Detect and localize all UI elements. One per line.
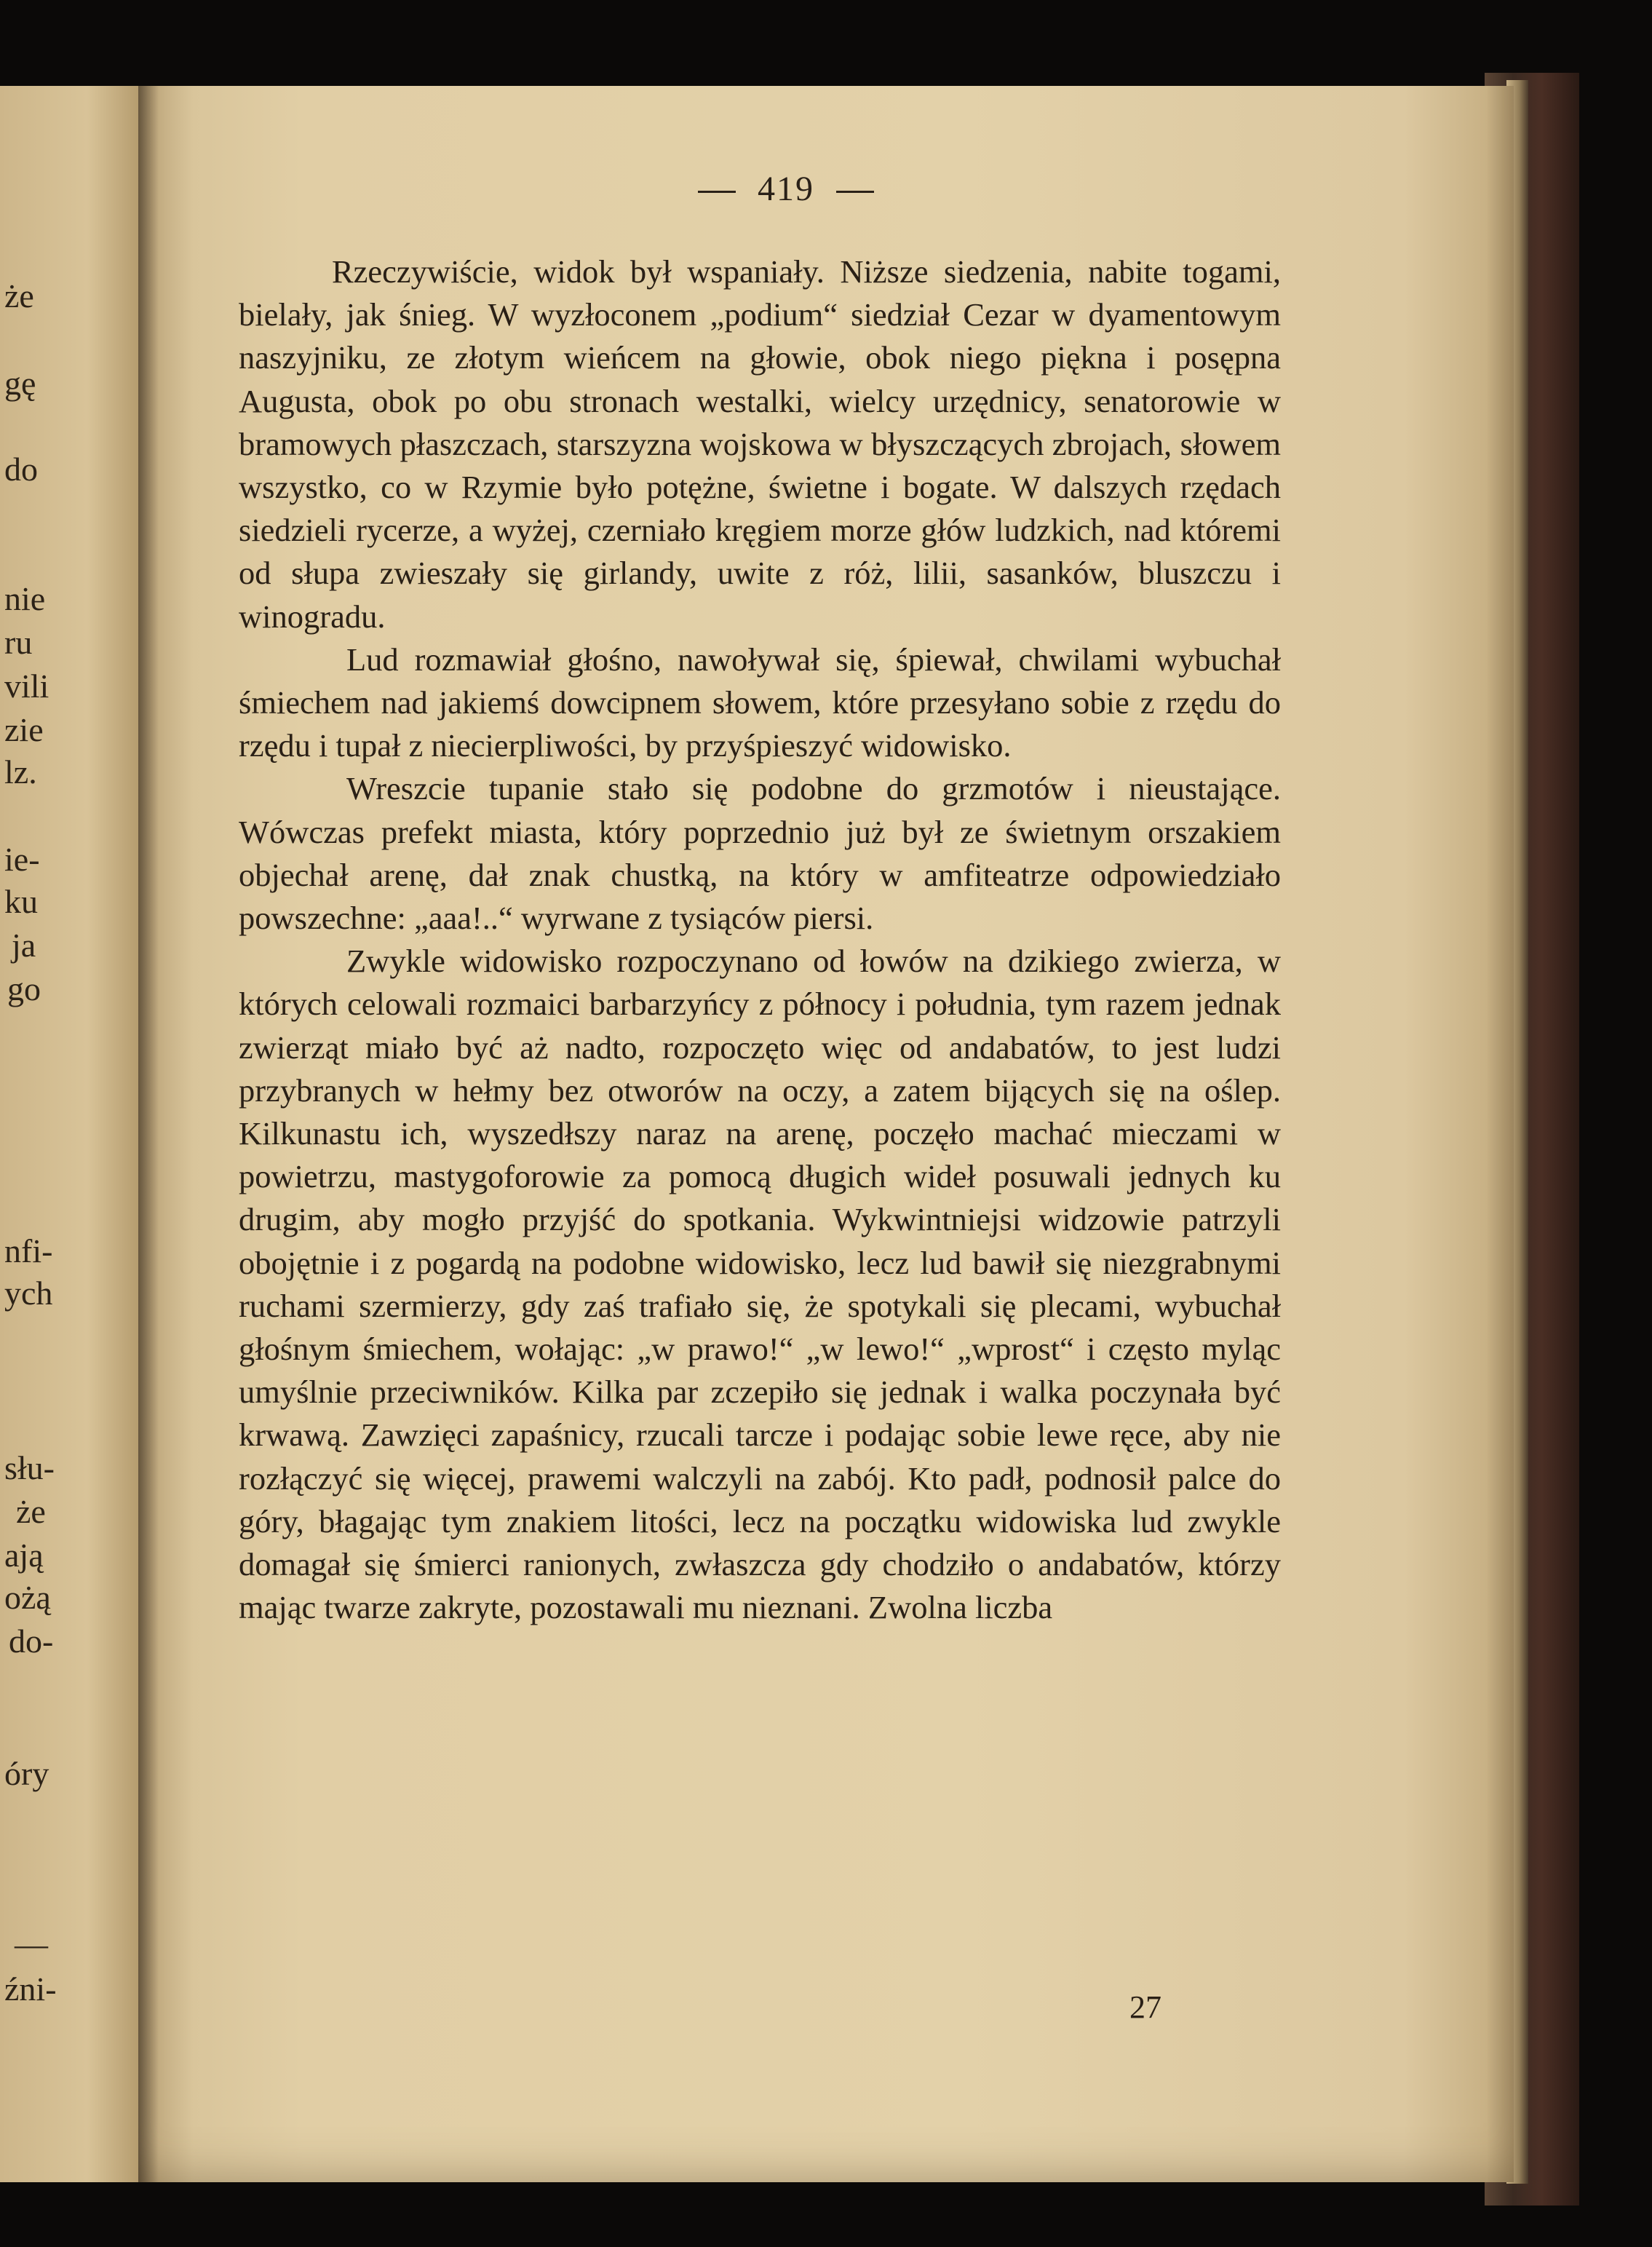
signature-mark: 27 [1129,1989,1161,2025]
gutter-shadow [138,86,159,2182]
left-page-fragment: ja [12,927,36,964]
left-page-fragment: zie [4,711,44,748]
left-page-fragment: go [7,970,41,1007]
left-page-fragment: lz. [4,753,37,790]
paragraph [239,250,1281,638]
paragraph-text: Rzeczywiście, widok był wspaniały. Niższe siedzenia, nabite togami, bielały, jak śnieg. W wyzłoconem „podium“ siedział Cezar w dyamentowym naszyjniku, ze złotym wieńcem na głowie, obok niego piękna i posępna Augusta, obok po obu stronach westalki, wielcy urzędnicy, senatorowie w bramowych płaszczach, starszyzna wojskowa w błyszczących zbrojach, słowem wszystko, co w Rzymie było potężne, świetne i bogate. W dalszych rzędach siedzieli rycerze, a wyżej, czerniało kręgiem morze głów ludzkich, nad któremi od słupa zwieszały się girlandy, uwite z róż, lilii, sasanków, bluszczu i winogradu. [239,253,1281,635]
left-page-fragment: ych [4,1275,53,1312]
left-page-fragment: gę [4,365,36,402]
header-dash-right [836,191,874,193]
paragraph-text: Zwykle widowisko rozpoczynano od łowów na dzikiego zwierza, w których celowali rozmaici barbarzyńcy z północy i południa, tym razem jednak zwierząt miało być aż nadto, rozpoczęto więc od andabatów, to jest ludzi przybranych w hełmy bez otworów na oczy, a zatem bijących się na oślep. Kilkunastu ich, wyszedłszy naraz na arenę, poczęło machać mieczami w powietrzu, mastygoforowie za pomocą długich wideł posuwali jednych ku drugim, aby mogło przyjść do spotkania. Wykwintniejsi widzowie patrzyli obojętnie i z pogardą na podobne widowisko, lecz lud bawił się niezgrabnymi ruchami szermierzy, gdy zaś trafiało się, że spotykali się plecami, wybuchał głośnym śmiechem, wołając: „w prawo!“ „w lewo!“ „wprost“ i często myląc umyślnie przeciwników. Kilka par zczepiło się jednak i walka poczynała być krwawą. Zawzięci zapaśnicy, rzucali tarcze i podając sobie lewe ręce, aby nie rozłączyć się więcej, prawemi walczyli na zabój. Kto padł, podnosił palce do góry, błagając tym znakiem litości, lecz na początku widowiska lud zwykle domagał się śmierci ranionych, zwłaszcza gdy chodziło o andabatów, którzy mając twarze zakryte, pozostawali mu nieznani. Zwolna liczba [239,943,1281,1626]
paragraph [239,940,1281,1629]
left-page-fragment: że [16,1493,46,1530]
left-page-fragment: że [4,277,34,314]
paragraph [239,767,1281,940]
left-page-fragment: nfi- [4,1232,53,1269]
left-page-fragment: óry [4,1755,49,1792]
left-page-fragment: źni- [4,1970,57,2008]
page-number: 419 [758,170,814,208]
body-text [239,250,1281,1630]
left-page-fragment: ożą [4,1579,51,1616]
left-page-fragment: nie [4,580,46,617]
left-page-fragment: ie- [4,841,40,878]
left-page-fragment: do [4,451,38,488]
paragraph-text: Wreszcie tupanie stało się podobne do grzmotów i nieustające. Wówczas prefekt miasta, który poprzednio już był ze świetnym orszakiem objechał arenę, dał znak chustką, na który w amfiteatrze odpowiedziało powszechne: „aaa!..“ wyrwane z tysiąców piersi. [239,770,1281,937]
left-page-fragment: ru [4,624,33,661]
left-page-fragment: ku [4,883,38,920]
paragraph-text: Lud rozmawiał głośno, nawoływał się, śpiewał, chwilami wybuchał śmiechem nad jakiemś dowcipnem słowem, które przesyłano sobie z rzędu do rzędu i tupał z niecierpliwości, by przyśpieszyć widowisko. [239,641,1281,764]
previous-page-edge [0,86,159,2182]
left-page-fragment: ają [4,1537,44,1574]
header-dash-left [698,191,736,193]
paragraph [239,638,1281,768]
left-page-fragment: do- [9,1622,54,1660]
page-header [0,169,1572,209]
left-page-fragment: słu- [4,1449,55,1486]
left-page-fragment: vili [4,667,49,705]
left-page-fragment: — [15,1925,48,1962]
